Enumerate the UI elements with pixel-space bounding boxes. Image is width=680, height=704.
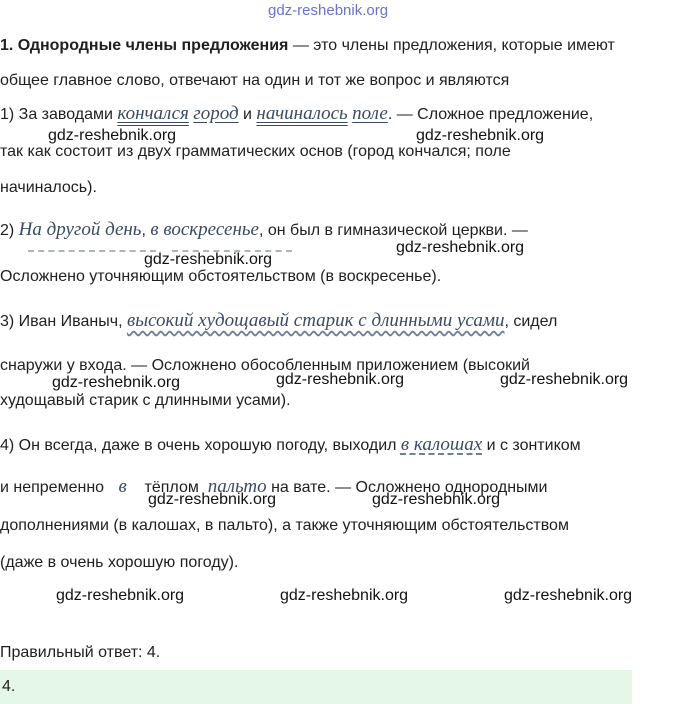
item3-line-2: снаружи у входа. — Осложнено обособленным приложением (высокий: [0, 357, 530, 374]
item4-object-2-noun: пальто: [207, 476, 267, 497]
watermark: gdz-reshebnik.org: [416, 127, 545, 144]
item3-line-1: [0, 311, 557, 332]
answer-box: [0, 670, 632, 704]
item1-subject-1: город: [193, 103, 239, 124]
watermark: gdz-reshebnik.org: [280, 587, 409, 604]
item1-line-1: [0, 104, 593, 125]
item1-subject-2: поле: [352, 103, 388, 124]
item1-predicate-2: начиналось: [256, 103, 348, 124]
watermark: gdz-reshebnik.org: [396, 239, 525, 256]
watermark: gdz-reshebnik.org: [144, 251, 273, 268]
watermark: gdz-reshebnik.org: [56, 587, 185, 604]
watermark: gdz-reshebnik.org: [504, 587, 633, 604]
watermark: gdz-reshebnik.org: [48, 127, 177, 144]
item1-and: и: [238, 106, 257, 123]
intro-term: 1. Однородные члены предложения: [0, 37, 289, 54]
item4-line2-prefix: и непременно: [0, 479, 109, 496]
item2-suffix: , он был в гимназической церкви. —: [258, 222, 528, 239]
item2-prefix: 2): [0, 222, 19, 239]
watermark-top: gdz-reshebnik.org: [268, 2, 389, 19]
watermark: gdz-reshebnik.org: [276, 371, 405, 388]
item2-circumstance-1: На другой день: [18, 219, 142, 240]
intro-line-1: [0, 36, 615, 56]
answer-value: 4.: [2, 678, 16, 695]
item1-line-2: так как состоит из двух грамматических основ (город кончался; поле: [0, 143, 511, 160]
item2-comma: ,: [141, 222, 151, 239]
item4-object-2-adjective: тёплом: [144, 479, 199, 496]
answer-label: Правильный ответ: 4.: [0, 644, 161, 661]
item2-dash-underline-1: [28, 250, 156, 252]
item3-line-3: худощавый старик с длинными усами).: [0, 392, 291, 409]
item3-suffix: , сидел: [504, 313, 558, 330]
item2-line-2: Осложнено уточняющим обстоятельством (в воскресенье).: [0, 268, 442, 285]
item4-object-1: в калошах: [400, 434, 483, 455]
intro-text: — это члены предложения, которые имеют: [288, 37, 615, 54]
watermark: gdz-reshebnik.org: [52, 374, 181, 391]
item4-line-3: дополнениями (в калошах, в пальто), а также уточняющим обстоятельством: [0, 517, 569, 534]
item4-object-2-preposition: в: [118, 476, 127, 497]
item1-predicate-1: кончался: [117, 103, 189, 124]
watermark: gdz-reshebnik.org: [372, 491, 501, 508]
watermark: gdz-reshebnik.org: [148, 491, 277, 508]
item4-line-4: (даже в очень хорошую погоду).: [0, 554, 239, 571]
item1-suffix: . — Сложное предложение,: [387, 106, 594, 123]
item4-prefix: 4) Он всегда, даже в очень хорошую погоду, выходил: [0, 437, 401, 454]
item4-space: [127, 479, 145, 496]
item3-apposition: высокий худощавый старик с длинными усами: [126, 310, 505, 331]
item4-suffix-1: и с зонтиком: [482, 437, 581, 454]
item1-prefix: 1) За заводами: [0, 106, 118, 123]
item1-line-3: начиналось).: [0, 179, 97, 196]
item4-line2-suffix: на вате. — Осложнено однородными: [266, 479, 548, 496]
item2-circumstance-2: в воскресенье: [150, 219, 259, 240]
item2-line-1: [0, 220, 528, 241]
item3-prefix: 3) Иван Иваныч,: [0, 313, 127, 330]
watermark: gdz-reshebnik.org: [500, 371, 629, 388]
intro-line-2: общее главное слово, отвечают на один и тот же вопрос и являются: [0, 72, 510, 89]
item4-line-1: [0, 435, 581, 456]
